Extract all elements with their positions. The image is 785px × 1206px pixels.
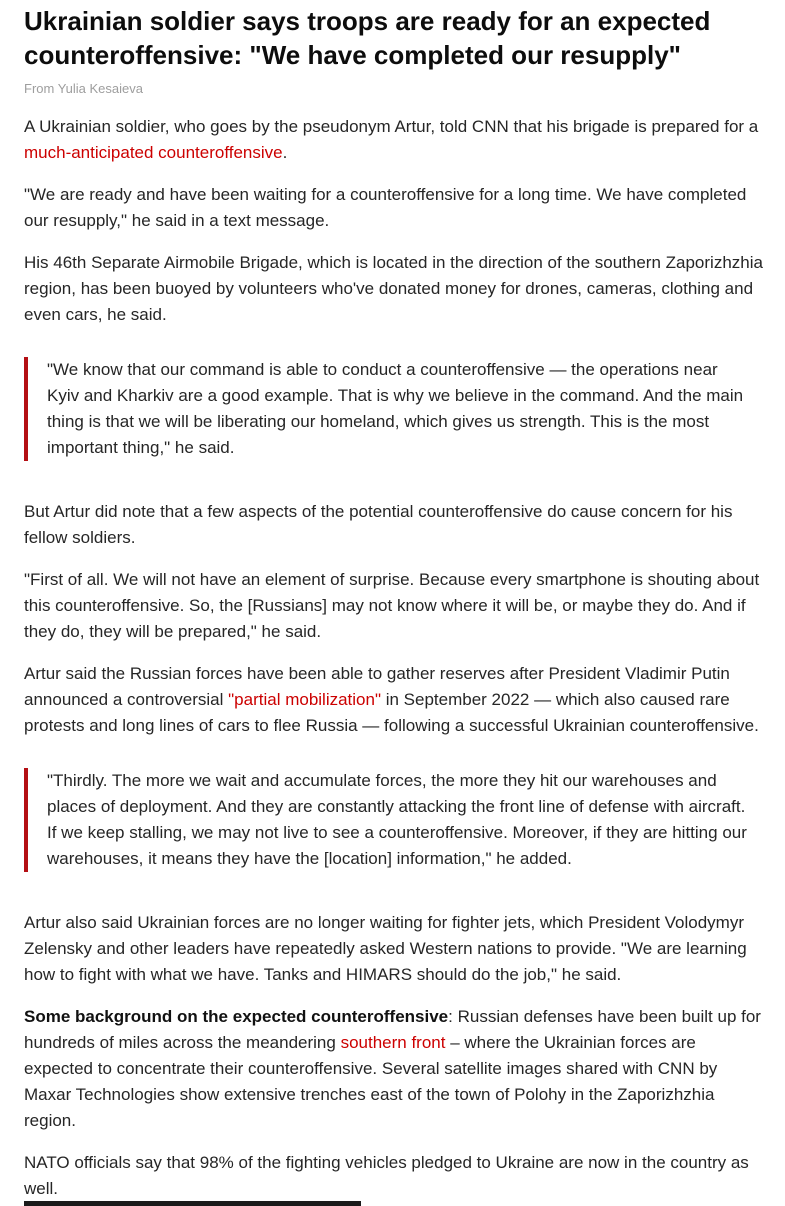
link-partial-mobilization[interactable]: "partial mobilization" — [228, 690, 381, 709]
paragraph — [24, 910, 764, 988]
text-run: : Russian defenses have been built up for hundreds of miles across the meandering — [24, 1007, 761, 1052]
paragraph — [24, 250, 764, 328]
quote-block — [24, 357, 764, 461]
bold-lead-in: Some background on the expected counteroffensive — [24, 1007, 449, 1026]
paragraph — [24, 182, 764, 234]
paragraph — [24, 1004, 764, 1134]
quote-text: "Thirdly. The more we wait and accumulate forces, the more they hit our warehouses and places of deployment. And they are constantly attacking the front line of defense with aircraft. If we keep stalling, we may not live to see a counteroffensive. Moreover, if they are hitting our warehouses, it means they have the [location] information," he added. — [47, 771, 747, 868]
post-headline: Ukrainian soldier says troops are ready for an expected counteroffensive: "We have completed our resupply" — [24, 6, 711, 70]
paragraph — [24, 661, 764, 739]
text-run: But Artur did note that a few aspects of the potential counteroffensive do cause concern for his fellow soldiers. — [24, 502, 733, 547]
text-run: "First of all. We will not have an element of surprise. Because every smartphone is shouting about this counteroffensive. So, the [Russians] may not know where it will be, or maybe they do. And if they do, they will be prepared," he said. — [24, 570, 760, 641]
next-post-headline-top-cutoff — [24, 1201, 361, 1206]
text-run: in September 2022 — which also caused rare protests and long lines of cars to flee Russia — following a successful Ukrainian counteroffensive. — [24, 690, 759, 735]
quote-block — [24, 768, 764, 872]
text-run: NATO officials say that 98% of the fighting vehicles pledged to Ukraine are now in the country as well. — [24, 1153, 749, 1198]
paragraph — [24, 1150, 764, 1202]
text-run: Artur also said Ukrainian forces are no longer waiting for fighter jets, which President Volodymyr Zelensky and other leaders have repeatedly asked Western nations to provide. "We are learning how to fight with what we have. Tanks and HIMARS should do the job," he said. — [24, 913, 747, 984]
paragraph — [24, 114, 764, 166]
link-southern-front[interactable]: southern front — [340, 1033, 446, 1052]
link-much-anticipated-counteroffensive[interactable]: much-anticipated counteroffensive — [24, 143, 283, 162]
paragraph — [24, 567, 764, 645]
text-run: – where the Ukrainian forces are expected to concentrate their counteroffensive. Several satellite images shared with CNN by Maxar Technologies show extensive trenches east of the town of Polohy in the Zaporizhzhia region. — [24, 1033, 718, 1130]
text-run: Artur said the Russian forces have been able to gather reserves after President Vladimir Putin announced a controversial — [24, 664, 730, 709]
text-run: His 46th Separate Airmobile Brigade, which is located in the direction of the southern Zaporizhzhia region, has been buoyed by volunteers who've donated money for drones, cameras, clothing and even cars, he said. — [24, 253, 763, 324]
post-byline: From Yulia Kesaieva — [24, 81, 143, 96]
paragraph — [24, 499, 764, 551]
text-run: "We are ready and have been waiting for a counteroffensive for a long time. We have completed our resupply," he said in a text message. — [24, 185, 747, 230]
text-run: . — [282, 143, 288, 162]
text-run: A Ukrainian soldier, who goes by the pseudonym Artur, told CNN that his brigade is prepared for a — [24, 117, 759, 136]
quote-text: "We know that our command is able to conduct a counteroffensive — the operations near Kyiv and Kharkiv are a good example. That is why we believe in the command. And the main thing is that we will be liberating our homeland, which gives us strength. This is the most important thing," he said. — [47, 360, 744, 457]
